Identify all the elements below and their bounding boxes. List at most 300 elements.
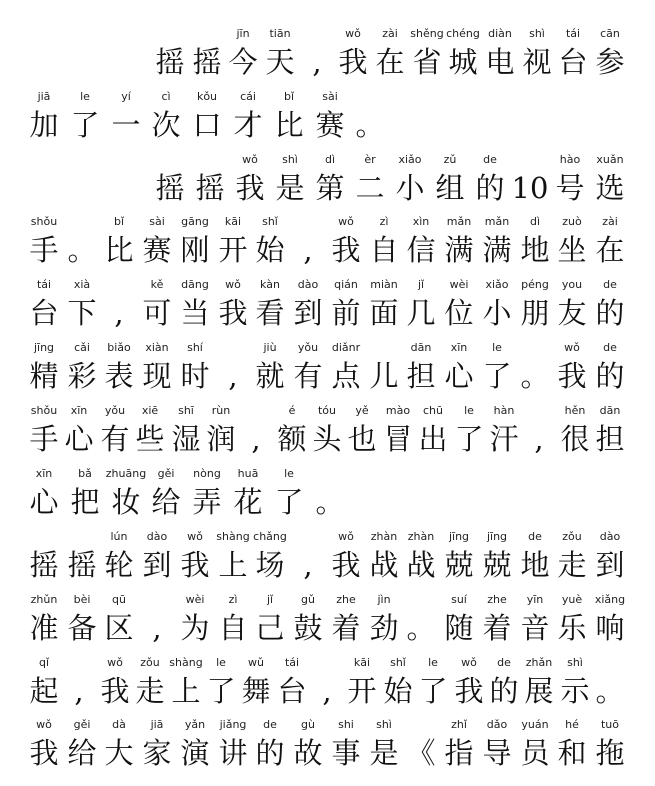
hanzi: 。 (355, 108, 385, 142)
pinyin: dāng (181, 278, 209, 291)
hanzi: 舞 (241, 674, 271, 708)
hanzi: , (152, 611, 162, 645)
pinyin: xiē (141, 404, 159, 417)
hanzi: 摇 (155, 171, 185, 205)
text-line (0, 466, 655, 530)
pinyin: wǒ (345, 27, 361, 40)
char-cell (587, 277, 633, 341)
hanzi: 面 (369, 296, 399, 330)
hanzi: 时 (180, 359, 210, 393)
hanzi: 选 (595, 171, 625, 205)
hanzi: 在 (595, 233, 625, 267)
text-line (0, 340, 655, 404)
hanzi: 的 (489, 674, 519, 708)
hanzi: 当 (180, 296, 210, 330)
pinyin: zhàn (407, 530, 435, 543)
pinyin: zhe (336, 593, 356, 606)
hanzi: 刚 (180, 233, 210, 267)
hanzi: 我 (454, 674, 484, 708)
hanzi: , (534, 422, 544, 456)
hanzi: 是 (369, 736, 399, 770)
hanzi: 。 (595, 674, 625, 708)
hanzi: 赛 (142, 233, 172, 267)
hanzi: 响 (595, 611, 625, 645)
hanzi: 是 (275, 171, 305, 205)
hanzi: 了 (418, 674, 448, 708)
pinyin: wèi (185, 593, 205, 606)
pinyin: le (464, 404, 474, 417)
pinyin: dì (324, 153, 336, 166)
pinyin: tái (36, 278, 52, 291)
hanzi: 演 (180, 736, 210, 770)
hanzi: 准 (29, 611, 59, 645)
pinyin: wǒ (225, 278, 241, 291)
pinyin: huā (237, 467, 259, 480)
hanzi: 始 (255, 233, 285, 267)
pinyin: xuǎn (596, 153, 624, 166)
hanzi: 。 (520, 359, 550, 393)
hanzi: 台 (29, 296, 59, 330)
pinyin: de (483, 153, 497, 166)
pinyin: cái (240, 90, 256, 103)
hanzi: 摇 (29, 548, 59, 582)
hanzi: 比 (104, 233, 134, 267)
pinyin: yě (355, 404, 369, 417)
hanzi: 彩 (67, 359, 97, 393)
pinyin: dān (410, 341, 432, 354)
pinyin: mào (385, 404, 411, 417)
hanzi: 我 (338, 45, 368, 79)
hanzi: 事 (331, 736, 361, 770)
hanzi: , (303, 233, 313, 267)
pinyin: mǎn (484, 215, 510, 228)
pinyin: gù (301, 718, 315, 731)
hanzi: 给 (151, 485, 181, 519)
pinyin: bǐ (113, 215, 125, 228)
hanzi: 湿 (171, 422, 201, 456)
pinyin: jìn (377, 593, 391, 606)
pinyin: kāi (224, 215, 242, 228)
hanzi: 天 (265, 45, 295, 79)
pinyin: zhǔn (30, 593, 58, 606)
pinyin: sài (149, 215, 165, 228)
pinyin: zài (602, 215, 618, 228)
char-cell (587, 26, 633, 90)
hanzi: 小 (395, 171, 425, 205)
hanzi: 润 (206, 422, 236, 456)
pinyin: kǒu (196, 90, 218, 103)
hanzi: 台 (558, 45, 588, 79)
hanzi: 些 (135, 422, 165, 456)
pinyin: chǎng (253, 530, 287, 543)
pinyin: é (288, 404, 296, 417)
hanzi: 把 (70, 485, 100, 519)
hanzi: 几 (406, 296, 436, 330)
pinyin: qǐ (38, 656, 50, 669)
hanzi: 走 (557, 548, 587, 582)
hanzi: 的 (595, 359, 625, 393)
pinyin: zì (379, 215, 389, 228)
hanzi: 备 (67, 611, 97, 645)
text-line (0, 529, 655, 593)
hanzi: 电 (485, 45, 515, 79)
hanzi: 有 (100, 422, 130, 456)
pinyin: dào (297, 278, 319, 291)
pinyin: shǒu (30, 404, 58, 417)
hanzi: 儿 (369, 359, 399, 393)
hanzi: 点 (331, 359, 361, 393)
pinyin: zì (228, 593, 238, 606)
hanzi: 今 (228, 45, 258, 79)
pinyin: tái (565, 27, 581, 40)
pinyin: de (263, 718, 277, 731)
hanzi: 很 (560, 422, 590, 456)
hanzi: 走 (135, 674, 165, 708)
hanzi: 了 (482, 359, 512, 393)
pinyin: kāi (353, 656, 371, 669)
pinyin: shěng (410, 27, 444, 40)
hanzi: 组 (435, 171, 465, 205)
pinyin: dà (112, 718, 126, 731)
hanzi: 摇 (192, 45, 222, 79)
pinyin: zhàn (370, 530, 398, 543)
hanzi: 了 (206, 674, 236, 708)
hanzi: 才 (233, 108, 263, 142)
hanzi: 地 (520, 233, 550, 267)
pinyin: shǐ (390, 656, 406, 669)
char-cell (587, 403, 633, 467)
pinyin: chū (423, 404, 443, 417)
pinyin: yǒu (104, 404, 126, 417)
char-cell (347, 89, 393, 153)
hanzi: 音 (520, 611, 550, 645)
pinyin: de (497, 656, 511, 669)
text-line (0, 89, 655, 153)
hanzi: 第 (315, 171, 345, 205)
pinyin: tái (284, 656, 300, 669)
pinyin: le (216, 656, 226, 669)
hanzi: 城 (448, 45, 478, 79)
hanzi: 担 (595, 422, 625, 456)
hanzi: 手 (29, 233, 59, 267)
hanzi: 友 (557, 296, 587, 330)
pinyin: jǐ (266, 593, 274, 606)
hanzi: 战 (369, 548, 399, 582)
pinyin: diǎnr (331, 341, 361, 354)
pinyin: dān (599, 404, 621, 417)
hanzi: 省 (412, 45, 442, 79)
pinyin: rùn (211, 404, 231, 417)
pinyin: yuè (561, 593, 583, 606)
hanzi: 拖 (595, 736, 625, 770)
hanzi: 指 (444, 736, 474, 770)
pinyin: zuò (562, 215, 582, 228)
pinyin: diàn (488, 27, 512, 40)
hanzi: , (322, 674, 332, 708)
pinyin: èr (364, 153, 376, 166)
hanzi: 为 (180, 611, 210, 645)
pinyin: zhuāng (105, 467, 147, 480)
text-line (0, 277, 655, 341)
hanzi: 汗 (489, 422, 519, 456)
hanzi: 到 (293, 296, 323, 330)
hanzi: 也 (347, 422, 377, 456)
hanzi: 地 (520, 548, 550, 582)
hanzi: 着 (482, 611, 512, 645)
pinyin: qū (112, 593, 126, 606)
hanzi: 号 (555, 171, 585, 205)
pinyin: kàn (260, 278, 280, 291)
hanzi: 心 (64, 422, 94, 456)
hanzi: 到 (595, 548, 625, 582)
pinyin: dào (146, 530, 168, 543)
hanzi: , (228, 359, 238, 393)
pinyin: wǒ (461, 656, 477, 669)
pinyin: jīng (486, 530, 508, 543)
pinyin: hé (565, 718, 579, 731)
hanzi: 朋 (520, 296, 550, 330)
pinyin: sài (322, 90, 338, 103)
pinyin: jiù (263, 341, 277, 354)
hanzi: 始 (383, 674, 413, 708)
hanzi: 我 (331, 548, 361, 582)
hanzi: , (74, 674, 84, 708)
hanzi: 口 (192, 108, 222, 142)
pinyin: xīn (35, 467, 53, 480)
pinyin: shí (187, 341, 203, 354)
pinyin: xiàn (145, 341, 169, 354)
pinyin: jīng (33, 341, 55, 354)
pinyin: yīn (526, 593, 544, 606)
pinyin: hěn (564, 404, 586, 417)
pinyin: le (492, 341, 502, 354)
pinyin: xīn (450, 341, 468, 354)
pinyin: shi (338, 718, 354, 731)
hanzi: 担 (406, 359, 436, 393)
pinyin: tuō (600, 718, 619, 731)
hanzi: 心 (444, 359, 474, 393)
hanzi: 下 (67, 296, 97, 330)
hanzi: 战 (406, 548, 436, 582)
char-cell (587, 340, 633, 404)
text-line (0, 592, 655, 656)
hanzi: 前 (331, 296, 361, 330)
pinyin: yuán (521, 718, 549, 731)
hanzi: 的 (255, 736, 285, 770)
hanzi: 心 (29, 485, 59, 519)
pinyin: bǐ (283, 90, 295, 103)
hanzi: 鼓 (293, 611, 323, 645)
pinyin: jiǎng (219, 718, 247, 731)
hanzi: 现 (142, 359, 172, 393)
hanzi: 自 (369, 233, 399, 267)
hanzi: 看 (255, 296, 285, 330)
pinyin: nòng (193, 467, 221, 480)
hanzi: 上 (218, 548, 248, 582)
pinyin: jīng (448, 530, 470, 543)
hanzi: 的 (595, 296, 625, 330)
pinyin: shǐ (262, 215, 278, 228)
pinyin: yǒu (297, 341, 319, 354)
hanzi: 讲 (218, 736, 248, 770)
pinyin: hàn (493, 404, 515, 417)
hanzi: 。 (67, 233, 97, 267)
pinyin: zhǐ (451, 718, 467, 731)
hanzi: 着 (331, 611, 361, 645)
hanzi: , (114, 296, 124, 330)
hanzi: 兢 (444, 548, 474, 582)
char-cell (587, 529, 633, 593)
text-line (0, 717, 655, 781)
pinyin: wǒ (242, 153, 258, 166)
pinyin: hào (559, 153, 581, 166)
hanzi: 我 (218, 296, 248, 330)
hanzi: 我 (180, 548, 210, 582)
pinyin: tiān (269, 27, 291, 40)
hanzi: 我 (100, 674, 130, 708)
pinyin: lún (110, 530, 128, 543)
pinyin: dǎo (486, 718, 508, 731)
text-line (0, 655, 655, 719)
pinyin: kě (150, 278, 164, 291)
text-line (0, 152, 655, 216)
hanzi: 加 (29, 108, 59, 142)
char-cell (587, 214, 633, 278)
pinyin: bǎ (78, 467, 92, 480)
pinyin: le (80, 90, 90, 103)
hanzi: , (312, 45, 322, 79)
hanzi: 随 (444, 611, 474, 645)
pinyin: gǔ (301, 593, 315, 606)
hanzi: 故 (293, 736, 323, 770)
hanzi: 摇 (195, 171, 225, 205)
pinyin: jiā (150, 718, 164, 731)
pinyin: de (603, 278, 617, 291)
hanzi: 弄 (192, 485, 222, 519)
hanzi: , (251, 422, 261, 456)
pinyin: xiǎng (594, 593, 626, 606)
hanzi: 赛 (315, 108, 345, 142)
hanzi: 额 (277, 422, 307, 456)
hanzi: 了 (274, 485, 304, 519)
hanzi: 的 (475, 171, 505, 205)
hanzi: 满 (444, 233, 474, 267)
hanzi: 就 (255, 359, 285, 393)
hanzi: 场 (255, 548, 285, 582)
pinyin: zhe (487, 593, 507, 606)
pinyin: jǐ (417, 278, 425, 291)
pinyin: le (284, 467, 294, 480)
pinyin: jiā (37, 90, 51, 103)
hanzi: 我 (235, 171, 265, 205)
pinyin: you (561, 278, 583, 291)
pinyin: wǒ (338, 530, 354, 543)
pinyin: xiǎo (485, 278, 509, 291)
text-line (0, 26, 655, 90)
pinyin: biǎo (107, 341, 131, 354)
hanzi: , (303, 548, 313, 582)
hanzi: 了 (70, 108, 100, 142)
hanzi: 摇 (155, 45, 185, 79)
hanzi: 己 (255, 611, 285, 645)
pinyin: yí (121, 90, 131, 103)
hanzi: 到 (142, 548, 172, 582)
hanzi: 信 (406, 233, 436, 267)
hanzi: 起 (29, 674, 59, 708)
pinyin: gāng (181, 215, 209, 228)
hanzi: 区 (104, 611, 134, 645)
pinyin: xiǎo (398, 153, 422, 166)
char-cell (307, 466, 353, 530)
hanzi: 花 (233, 485, 263, 519)
hanzi: 劲 (369, 611, 399, 645)
pinyin: qián (334, 278, 358, 291)
hanzi: 次 (151, 108, 181, 142)
hanzi: 摇 (67, 548, 97, 582)
pinyin: wǔ (248, 656, 264, 669)
pinyin: wǒ (36, 718, 52, 731)
hanzi: 表 (104, 359, 134, 393)
hanzi: 给 (67, 736, 97, 770)
pinyin: wǒ (107, 656, 123, 669)
pinyin: zǔ (443, 153, 457, 166)
hanzi: 家 (142, 736, 172, 770)
hanzi: 大 (104, 736, 134, 770)
pinyin: shī (178, 404, 194, 417)
pinyin: xìn (412, 215, 430, 228)
pinyin: dào (599, 530, 621, 543)
char-cell (587, 655, 633, 719)
pinyin: shì (567, 656, 583, 669)
char-cell (587, 592, 633, 656)
pinyin: tóu (317, 404, 336, 417)
hanzi: 坐 (557, 233, 587, 267)
hanzi: 示 (560, 674, 590, 708)
pinyin: mǎn (446, 215, 472, 228)
pinyin: de (528, 530, 542, 543)
hanzi: 开 (218, 233, 248, 267)
hanzi: 员 (520, 736, 550, 770)
pinyin: shǒu (30, 215, 58, 228)
pinyin: péng (521, 278, 549, 291)
hanzi: 二 (355, 171, 385, 205)
pinyin: wǒ (338, 215, 354, 228)
char-cell (587, 152, 633, 216)
hanzi: 我 (331, 233, 361, 267)
hanzi: 上 (171, 674, 201, 708)
pinyin: cì (161, 90, 171, 103)
pinyin: bèi (73, 593, 91, 606)
hanzi: 开 (347, 674, 377, 708)
hanzi: 我 (557, 359, 587, 393)
hanzi: 乐 (557, 611, 587, 645)
hanzi: 《 (406, 736, 436, 770)
hanzi: 在 (375, 45, 405, 79)
hanzi: 手 (29, 422, 59, 456)
pinyin: xià (73, 278, 91, 291)
pinyin: shì (376, 718, 392, 731)
hanzi: 兢 (482, 548, 512, 582)
pinyin: shì (529, 27, 545, 40)
hanzi: 自 (218, 611, 248, 645)
hanzi: 10 (511, 171, 549, 205)
pinyin: wǒ (187, 530, 203, 543)
hanzi: 满 (482, 233, 512, 267)
hanzi: 台 (277, 674, 307, 708)
hanzi: 妆 (111, 485, 141, 519)
char-cell (587, 717, 633, 781)
hanzi: 导 (482, 736, 512, 770)
